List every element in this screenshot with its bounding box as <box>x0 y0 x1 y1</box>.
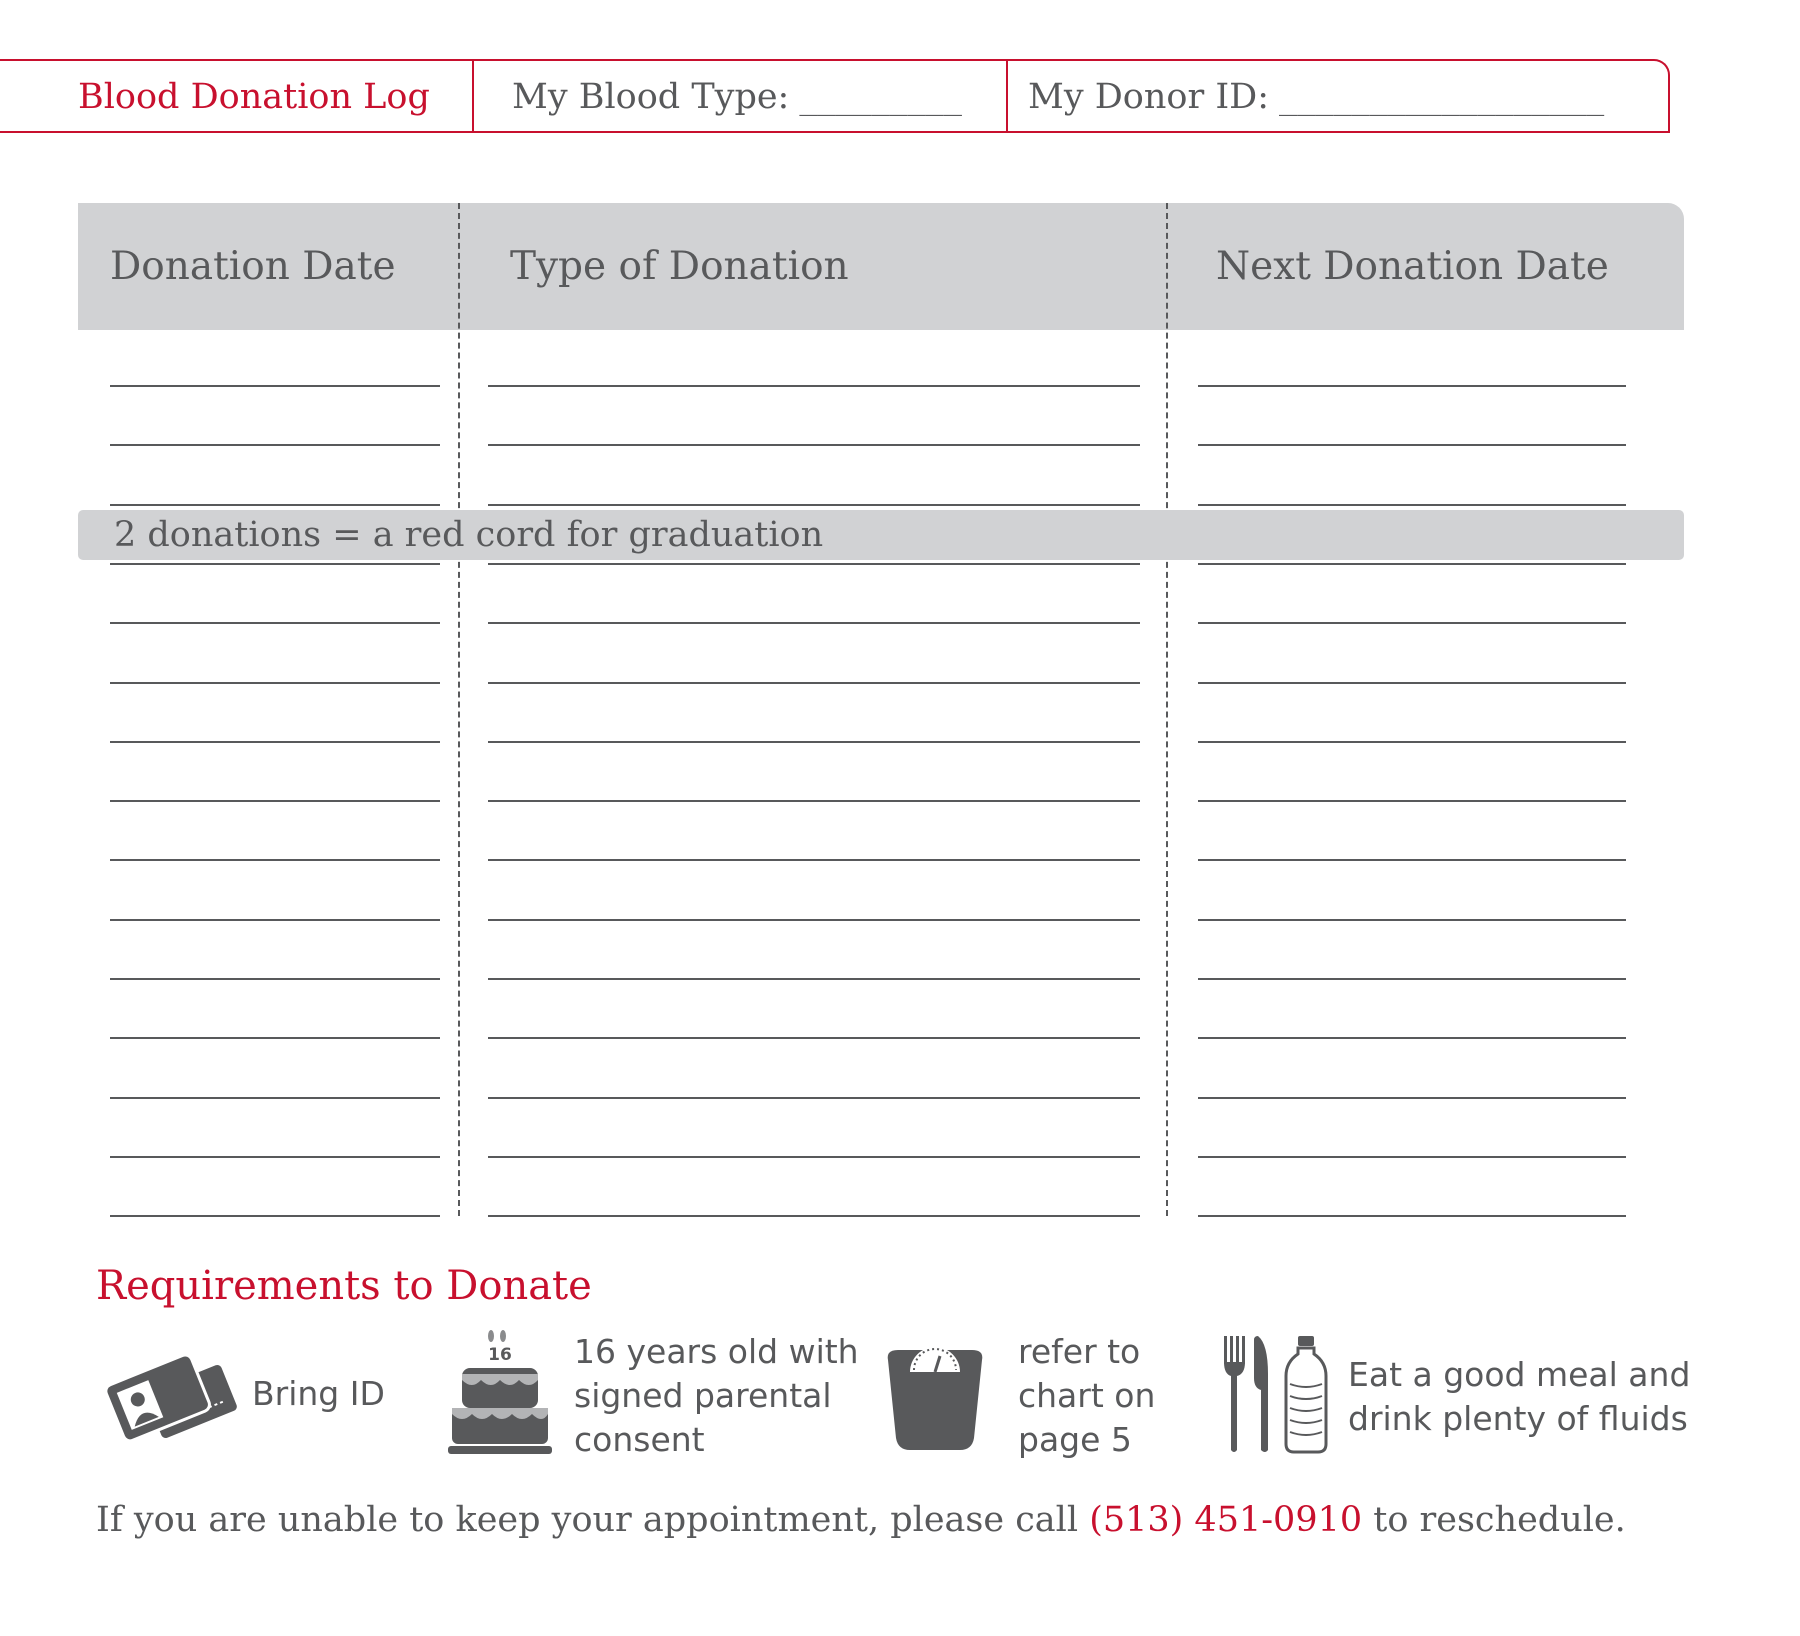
entry-line[interactable] <box>110 1097 440 1099</box>
entry-line[interactable] <box>488 978 1140 980</box>
requirement-weight-text <box>1018 1330 1155 1462</box>
donor-id-field[interactable] <box>1028 61 1604 133</box>
scale-icon <box>880 1340 990 1452</box>
entry-line[interactable] <box>110 1156 440 1158</box>
entry-line[interactable] <box>1198 800 1626 802</box>
entry-line[interactable] <box>1198 504 1626 506</box>
requirement-food-line: drink plenty of fluids <box>1348 1399 1688 1438</box>
entry-line[interactable] <box>488 1156 1140 1158</box>
entry-line[interactable] <box>488 1037 1140 1039</box>
log-title: Blood Donation Log <box>78 77 430 117</box>
entry-line[interactable] <box>488 444 1140 446</box>
requirement-weight-line: page 5 <box>1018 1420 1132 1459</box>
entry-line[interactable] <box>1198 444 1626 446</box>
requirement-food-text <box>1348 1353 1690 1441</box>
entry-line[interactable] <box>1198 385 1626 387</box>
entry-line[interactable] <box>110 1215 440 1217</box>
cake-candle-number: 16 <box>488 1345 512 1365</box>
requirement-age-line: signed parental <box>574 1376 832 1415</box>
entry-line[interactable] <box>1198 741 1626 743</box>
entry-line[interactable] <box>1198 622 1626 624</box>
entry-line[interactable] <box>488 800 1140 802</box>
utensils-water-bottle-icon <box>1222 1334 1332 1456</box>
blood-type-label: My Blood Type: <box>512 77 790 117</box>
reschedule-text-after: to reschedule. <box>1362 1500 1626 1540</box>
entry-line[interactable] <box>1198 919 1626 921</box>
entry-line[interactable] <box>1198 682 1626 684</box>
entry-line[interactable] <box>1198 1215 1626 1217</box>
entry-line[interactable] <box>110 978 440 980</box>
entry-line[interactable] <box>1198 563 1626 565</box>
column-header-type-of-donation: Type of Donation <box>510 244 849 289</box>
entry-line[interactable] <box>110 682 440 684</box>
entry-line[interactable] <box>110 859 440 861</box>
requirements-title: Requirements to Donate <box>96 1263 592 1309</box>
column-header-next-donation-date: Next Donation Date <box>1216 244 1609 289</box>
column-divider <box>458 203 460 1216</box>
entry-line[interactable] <box>488 682 1140 684</box>
log-header <box>0 59 1670 133</box>
requirement-weight-line: chart on <box>1018 1376 1156 1415</box>
requirement-weight-line: refer to <box>1018 1332 1141 1371</box>
birthday-cake-icon <box>448 1328 558 1458</box>
donor-id-label: My Donor ID: <box>1028 77 1270 117</box>
requirement-food-line: Eat a good meal and <box>1348 1355 1691 1394</box>
reschedule-notice <box>96 1500 1626 1540</box>
donor-id-blank[interactable]: __________________ <box>1279 81 1605 117</box>
entry-line[interactable] <box>488 1215 1140 1217</box>
entry-line[interactable] <box>110 1037 440 1039</box>
requirement-age-line: consent <box>574 1420 705 1459</box>
entry-line[interactable] <box>488 741 1140 743</box>
entry-line[interactable] <box>488 1097 1140 1099</box>
id-card-icon <box>104 1348 244 1454</box>
requirement-age-text <box>574 1330 859 1462</box>
header-divider <box>472 61 474 133</box>
entry-line[interactable] <box>110 919 440 921</box>
entry-line[interactable] <box>1198 978 1626 980</box>
entry-line[interactable] <box>110 800 440 802</box>
entry-line[interactable] <box>1198 859 1626 861</box>
entry-line[interactable] <box>110 444 440 446</box>
table-header <box>78 203 1684 330</box>
entry-line[interactable] <box>110 385 440 387</box>
entry-line[interactable] <box>488 859 1140 861</box>
column-header-donation-date: Donation Date <box>110 244 396 289</box>
requirement-age-line: 16 years old with <box>574 1332 859 1371</box>
entry-line[interactable] <box>488 504 1140 506</box>
header-divider <box>1006 61 1008 133</box>
entry-line[interactable] <box>488 622 1140 624</box>
entry-line[interactable] <box>1198 1097 1626 1099</box>
milestone-text: 2 donations = a red cord for graduation <box>114 515 824 555</box>
entry-line[interactable] <box>110 563 440 565</box>
blood-type-blank[interactable]: _________ <box>799 81 962 117</box>
reschedule-text-before: If you are unable to keep your appointment, please call <box>96 1500 1090 1540</box>
entry-line[interactable] <box>110 504 440 506</box>
requirement-id-text: Bring ID <box>252 1374 385 1413</box>
entry-line[interactable] <box>488 919 1140 921</box>
column-divider <box>1166 203 1168 1216</box>
phone-number-link[interactable]: (513) 451-0910 <box>1089 1500 1363 1540</box>
entry-line[interactable] <box>1198 1156 1626 1158</box>
entry-line[interactable] <box>110 622 440 624</box>
milestone-band <box>78 510 1684 560</box>
entry-line[interactable] <box>1198 1037 1626 1039</box>
blood-type-field[interactable] <box>512 61 962 133</box>
entry-line[interactable] <box>110 741 440 743</box>
entry-line[interactable] <box>488 385 1140 387</box>
entry-line[interactable] <box>488 563 1140 565</box>
